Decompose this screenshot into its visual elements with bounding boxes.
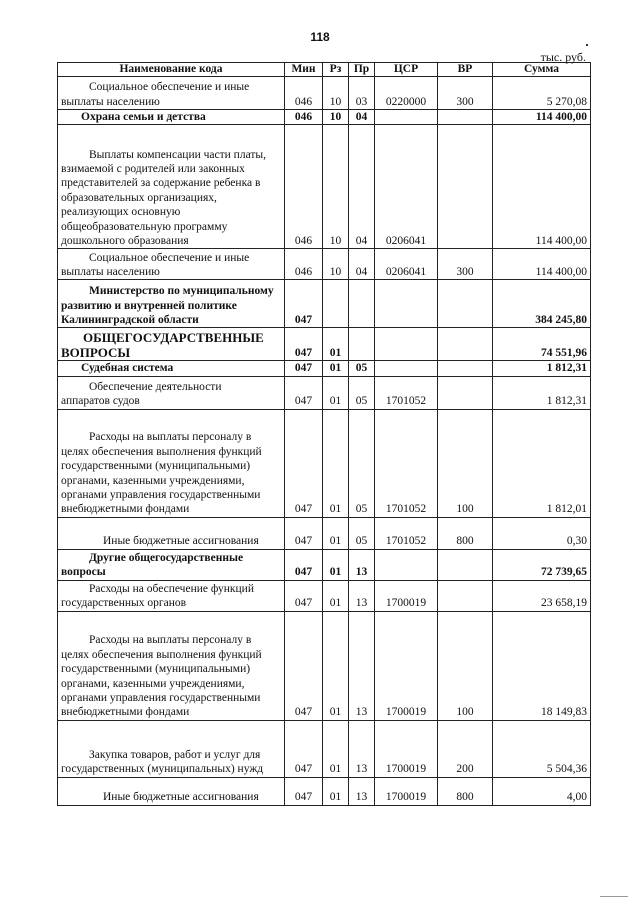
row-sum: 384 245,80 bbox=[493, 280, 591, 328]
row-min: 047 bbox=[285, 361, 323, 376]
table-row bbox=[58, 280, 591, 328]
row-csr: 1700019 bbox=[375, 720, 438, 777]
table-row bbox=[58, 580, 591, 611]
row-sum: 1 812,31 bbox=[493, 361, 591, 376]
row-vr bbox=[438, 376, 493, 409]
row-name-line: Расходы на выплаты персоналу в bbox=[89, 431, 252, 444]
row-sum: 5 270,08 bbox=[493, 77, 591, 110]
row-rz: 10 bbox=[323, 110, 349, 125]
row-name bbox=[58, 549, 285, 580]
row-name bbox=[58, 720, 285, 777]
row-name-line: государственных органов bbox=[61, 597, 187, 610]
row-min: 046 bbox=[285, 77, 323, 110]
row-name-line: Обеспечение деятельности bbox=[89, 381, 222, 393]
row-csr bbox=[375, 110, 438, 125]
row-name-line: органами, казенными учреждениями, bbox=[61, 474, 245, 487]
row-min: 046 bbox=[285, 249, 323, 280]
row-name bbox=[58, 777, 285, 805]
row-name-line: Социальное обеспечение и иные bbox=[89, 81, 250, 94]
row-rz: 10 bbox=[323, 77, 349, 110]
table-row bbox=[58, 328, 591, 361]
table-row bbox=[58, 777, 591, 805]
row-vr: 300 bbox=[438, 77, 493, 110]
row-vr: 300 bbox=[438, 249, 493, 280]
row-csr: 0206041 bbox=[375, 249, 438, 280]
row-vr bbox=[438, 280, 493, 328]
table-row bbox=[58, 720, 591, 777]
row-csr: 1700019 bbox=[375, 777, 438, 805]
header-vr: ВР bbox=[438, 63, 493, 77]
units-label: тыс. руб. bbox=[540, 50, 586, 64]
row-min: 047 bbox=[285, 517, 323, 549]
row-csr: 1701052 bbox=[375, 409, 438, 517]
row-rz: 01 bbox=[323, 777, 349, 805]
row-name-line: целях обеспечения выполнения функций bbox=[61, 648, 262, 661]
table-body bbox=[58, 77, 591, 806]
row-pr: 05 bbox=[349, 361, 375, 376]
row-name bbox=[58, 376, 285, 409]
table-row bbox=[58, 249, 591, 280]
row-vr: 200 bbox=[438, 720, 493, 777]
row-name-line: Судебная система bbox=[81, 362, 174, 375]
header-min: Мин bbox=[285, 63, 323, 77]
row-sum: 1 812,01 bbox=[493, 409, 591, 517]
row-name-line: Иные бюджетные ассигнования bbox=[103, 535, 259, 548]
row-min: 047 bbox=[285, 409, 323, 517]
row-name bbox=[58, 77, 285, 110]
header-name: Наименование кода bbox=[58, 63, 285, 77]
row-sum: 114 400,00 bbox=[493, 125, 591, 249]
row-rz: 01 bbox=[323, 517, 349, 549]
scan-mark bbox=[600, 896, 628, 897]
row-pr: 13 bbox=[349, 720, 375, 777]
table-header-row bbox=[58, 63, 591, 77]
row-pr bbox=[349, 328, 375, 361]
row-name-line: Министерство по муниципальному bbox=[89, 285, 274, 298]
row-name-line: Социальное обеспечение и иные bbox=[89, 251, 250, 264]
row-rz: 01 bbox=[323, 361, 349, 376]
row-vr bbox=[438, 580, 493, 611]
row-rz: 01 bbox=[323, 328, 349, 361]
row-name-line: органами управления государственными bbox=[61, 692, 261, 704]
budget-table bbox=[57, 62, 591, 806]
row-csr: 1701052 bbox=[375, 517, 438, 549]
row-pr: 13 bbox=[349, 611, 375, 720]
row-name-line: целях обеспечения выполнения функций bbox=[61, 445, 262, 458]
row-name-line: государственных (муниципальных) нужд bbox=[61, 763, 264, 776]
row-name-line: общеобразовательную программу bbox=[61, 220, 228, 233]
row-name-line: Иные бюджетные ассигнования bbox=[103, 791, 259, 804]
row-pr: 05 bbox=[349, 409, 375, 517]
row-name-line: ВОПРОСЫ bbox=[61, 345, 131, 361]
row-csr: 1700019 bbox=[375, 580, 438, 611]
table-row bbox=[58, 125, 591, 249]
row-name-line: внебюджетными фондами bbox=[61, 503, 190, 516]
row-csr: 0220000 bbox=[375, 77, 438, 110]
row-vr: 800 bbox=[438, 777, 493, 805]
row-min: 047 bbox=[285, 580, 323, 611]
row-sum: 72 739,65 bbox=[493, 549, 591, 580]
row-rz: 01 bbox=[323, 376, 349, 409]
row-name bbox=[58, 409, 285, 517]
row-name-line: Калининградской области bbox=[61, 314, 199, 326]
row-vr bbox=[438, 110, 493, 125]
row-name-line: Расходы на обеспечение функций bbox=[89, 583, 254, 595]
row-name-line: органами, казенными учреждениями, bbox=[61, 677, 245, 690]
row-name-line: органами управления государственными bbox=[61, 489, 261, 501]
row-min: 046 bbox=[285, 110, 323, 125]
row-csr bbox=[375, 328, 438, 361]
table-row bbox=[58, 517, 591, 549]
row-min: 047 bbox=[285, 376, 323, 409]
row-pr: 13 bbox=[349, 580, 375, 611]
row-rz: 10 bbox=[323, 249, 349, 280]
row-name-line: дошкольного образования bbox=[61, 235, 189, 247]
row-vr: 800 bbox=[438, 517, 493, 549]
row-sum: 74 551,96 bbox=[493, 328, 591, 361]
row-sum: 0,30 bbox=[493, 517, 591, 549]
table-row bbox=[58, 549, 591, 580]
row-rz: 01 bbox=[323, 549, 349, 580]
row-name-line: ОБЩЕГОСУДАРСТВЕННЫЕ bbox=[83, 330, 264, 346]
table-row bbox=[58, 409, 591, 517]
table-row bbox=[58, 611, 591, 720]
page-number: 118 bbox=[310, 30, 330, 44]
table-row bbox=[58, 77, 591, 110]
row-rz: 10 bbox=[323, 125, 349, 249]
row-rz: 01 bbox=[323, 720, 349, 777]
header-csr: ЦСР bbox=[375, 63, 438, 77]
row-min: 047 bbox=[285, 777, 323, 805]
row-name-line: вопросы bbox=[61, 566, 106, 579]
row-name-line: Расходы на выплаты персоналу в bbox=[89, 634, 252, 647]
row-name bbox=[58, 611, 285, 720]
row-csr: 1700019 bbox=[375, 611, 438, 720]
row-name-line: Охрана семьи и детства bbox=[81, 111, 206, 123]
row-pr: 04 bbox=[349, 110, 375, 125]
row-vr bbox=[438, 361, 493, 376]
row-sum: 1 812,31 bbox=[493, 376, 591, 409]
row-min: 047 bbox=[285, 720, 323, 777]
row-name-line: развитию и внутренней политике bbox=[61, 299, 237, 312]
row-pr: 13 bbox=[349, 777, 375, 805]
header-pr: Пр bbox=[349, 63, 375, 77]
row-sum: 114 400,00 bbox=[493, 110, 591, 125]
row-name-line: выплаты населению bbox=[61, 266, 160, 278]
row-name-line: Выплаты компенсации части платы, bbox=[89, 148, 267, 161]
row-rz bbox=[323, 280, 349, 328]
row-vr: 100 bbox=[438, 409, 493, 517]
row-rz: 01 bbox=[323, 409, 349, 517]
table-row bbox=[58, 110, 591, 125]
row-pr: 05 bbox=[349, 376, 375, 409]
row-rz: 01 bbox=[323, 611, 349, 720]
row-csr bbox=[375, 549, 438, 580]
row-min: 047 bbox=[285, 611, 323, 720]
row-name-line: государственными (муниципальными) bbox=[61, 663, 251, 676]
scan-speck bbox=[586, 44, 588, 46]
row-name-line: взимаемой с родителей или законных bbox=[61, 162, 245, 175]
row-name-line: Другие общегосударственные bbox=[89, 552, 244, 564]
row-name bbox=[58, 125, 285, 249]
row-sum: 114 400,00 bbox=[493, 249, 591, 280]
row-name bbox=[58, 280, 285, 328]
row-min: 047 bbox=[285, 328, 323, 361]
table-row bbox=[58, 361, 591, 376]
table-row bbox=[58, 376, 591, 409]
row-sum: 4,00 bbox=[493, 777, 591, 805]
row-name-line: внебюджетными фондами bbox=[61, 706, 190, 719]
row-vr bbox=[438, 125, 493, 249]
row-csr bbox=[375, 280, 438, 328]
row-pr: 05 bbox=[349, 517, 375, 549]
row-name-line: реализующих основную bbox=[61, 206, 181, 219]
row-pr: 04 bbox=[349, 125, 375, 249]
row-pr bbox=[349, 280, 375, 328]
row-csr bbox=[375, 361, 438, 376]
row-name-line: государственными (муниципальными) bbox=[61, 460, 251, 473]
header-rz: Рз bbox=[323, 63, 349, 77]
row-vr bbox=[438, 328, 493, 361]
row-pr: 13 bbox=[349, 549, 375, 580]
row-name bbox=[58, 110, 285, 125]
row-vr bbox=[438, 549, 493, 580]
row-sum: 5 504,36 bbox=[493, 720, 591, 777]
row-name bbox=[58, 328, 285, 361]
row-name-line: образовательных организациях, bbox=[61, 191, 217, 204]
row-name-line: выплаты населению bbox=[61, 95, 160, 108]
header-sum: Сумма bbox=[493, 63, 591, 77]
row-name bbox=[58, 580, 285, 611]
row-name-line: аппаратов судов bbox=[61, 395, 140, 408]
row-min: 046 bbox=[285, 125, 323, 249]
row-min: 047 bbox=[285, 549, 323, 580]
row-name bbox=[58, 249, 285, 280]
row-name-line: представителей за содержание ребенка в bbox=[61, 177, 261, 190]
row-rz: 01 bbox=[323, 580, 349, 611]
row-name-line: Закупка товаров, работ и услуг для bbox=[89, 749, 261, 761]
row-csr: 1701052 bbox=[375, 376, 438, 409]
row-min: 047 bbox=[285, 280, 323, 328]
row-csr: 0206041 bbox=[375, 125, 438, 249]
row-name bbox=[58, 517, 285, 549]
row-vr: 100 bbox=[438, 611, 493, 720]
row-pr: 04 bbox=[349, 249, 375, 280]
row-name bbox=[58, 361, 285, 376]
row-sum: 18 149,83 bbox=[493, 611, 591, 720]
row-pr: 03 bbox=[349, 77, 375, 110]
row-sum: 23 658,19 bbox=[493, 580, 591, 611]
